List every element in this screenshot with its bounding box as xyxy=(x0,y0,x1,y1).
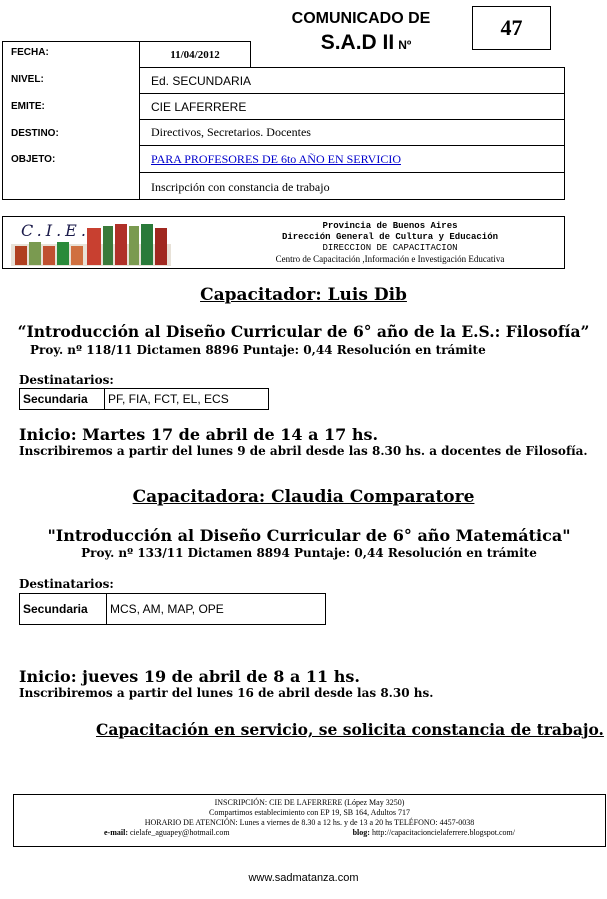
meta-values xyxy=(140,67,565,200)
footer-blog xyxy=(353,828,515,838)
meta-labels xyxy=(2,41,140,200)
destino-label: DESTINO: xyxy=(11,128,59,139)
banner-direccion-capacitacion: DIRECCION DE CAPACITACION xyxy=(322,243,458,253)
course-1-inicio: Inicio: Martes 17 de abril de 14 a 17 hs. xyxy=(19,425,379,444)
comunicado-subtitle xyxy=(286,31,446,57)
nivel-value: Ed. SECUNDARIA xyxy=(140,68,565,94)
comunicado-number: 47 xyxy=(472,6,551,50)
objeto-label: OBJETO: xyxy=(11,154,56,165)
footer-contact xyxy=(14,828,605,838)
footer-email xyxy=(104,828,230,838)
course-1-proy: Proy. nº 118/11 Dictamen 8896 Puntaje: 0,44 Resolución en trámite xyxy=(30,343,486,357)
banner-centro: Centro de Capacitación ,Información e Investigación Educativa xyxy=(275,254,505,264)
site-url[interactable]: www.sadmatanza.com xyxy=(248,872,359,884)
course-2-title: "Introducción al Diseño Curricular de 6° año Matemática" xyxy=(47,526,571,545)
fecha-value: 11/04/2012 xyxy=(140,41,251,68)
course-2-inscripcion: Inscribiremos a partir del lunes 16 de abril desde las 8.30 hs. xyxy=(19,686,434,700)
banner-province: Provincia de Buenos Aires xyxy=(322,221,458,231)
course-1-dest-table xyxy=(19,388,269,410)
course-2-inicio: Inicio: jueves 19 de abril de 8 a 11 hs. xyxy=(19,667,360,686)
nivel-label: NIVEL: xyxy=(11,74,44,85)
institution-banner xyxy=(2,216,565,269)
course-1-dest-level: Secundaria xyxy=(20,389,105,409)
course-1-title: “Introducción al Diseño Curricular de 6° año de la E.S.: Filosofía” xyxy=(17,322,590,341)
inscription-footer xyxy=(13,794,606,847)
objeto-link[interactable]: PARA PROFESORES DE 6to AÑO EN SERVICIO xyxy=(151,152,401,166)
course-1-dest-label: Destinatarios: xyxy=(19,373,114,387)
destino-value: Directivos, Secretarios. Docentes xyxy=(140,120,565,146)
banner-direccion-general: Dirección General de Cultura y Educación xyxy=(281,232,499,242)
footer-line-3: HORARIO DE ATENCIÓN: Lunes a viernes de 8.30 a 12 hs. y de 13 a 20 hs TELÉFONO: 4457-0038 xyxy=(144,818,475,827)
email-label: e-mail: xyxy=(104,828,128,837)
logo-text: C.I.E. xyxy=(21,221,90,240)
objeto-value-2: Inscripción con constancia de trabajo xyxy=(151,179,330,194)
sad-label: S.A.D II xyxy=(320,31,395,54)
constancia-notice: Capacitación en servicio, se solicita constancia de trabajo. xyxy=(96,720,604,739)
emite-value: CIE LAFERRERE xyxy=(140,94,565,120)
comunicado-title: COMUNICADO DE xyxy=(291,10,431,27)
blog-url[interactable]: http://capacitacioncielaferrere.blogspot.com/ xyxy=(371,828,515,837)
course-2-dest-list: MCS, AM, MAP, OPE xyxy=(110,602,224,616)
course-1-dest-list: PF, FIA, FCT, EL, ECS xyxy=(108,392,229,406)
email-value[interactable]: cielafe_aguapey@hotmail.com xyxy=(130,828,230,837)
footer-line-2: Compartimos establecimiento con EP 19, SB 164, Adultos 717 xyxy=(208,808,411,817)
course-2-dest-label: Destinatarios: xyxy=(19,577,114,591)
capacitador-1: Capacitador: Luis Dib xyxy=(200,285,407,305)
footer-line-1: INSCRIPCIÓN: CIE DE LAFERRERE (López May 3250) xyxy=(214,798,405,807)
capacitador-2: Capacitadora: Claudia Comparatore xyxy=(132,487,475,507)
course-2-dest-level: Secundaria xyxy=(20,594,107,624)
number-label: Nº xyxy=(398,38,412,52)
fecha-label: FECHA: xyxy=(11,47,49,58)
blog-label: blog: xyxy=(352,828,370,837)
course-2-proy: Proy. nº 133/11 Dictamen 8894 Puntaje: 0,44 Resolución en trámite xyxy=(81,546,537,560)
course-1-inscripcion: Inscribiremos a partir del lunes 9 de abril desde las 8.30 hs. a docentes de Filosofía. xyxy=(19,444,588,458)
emite-label: EMITE: xyxy=(11,101,45,112)
objeto-value xyxy=(140,147,565,173)
course-2-dest-table xyxy=(19,593,326,625)
